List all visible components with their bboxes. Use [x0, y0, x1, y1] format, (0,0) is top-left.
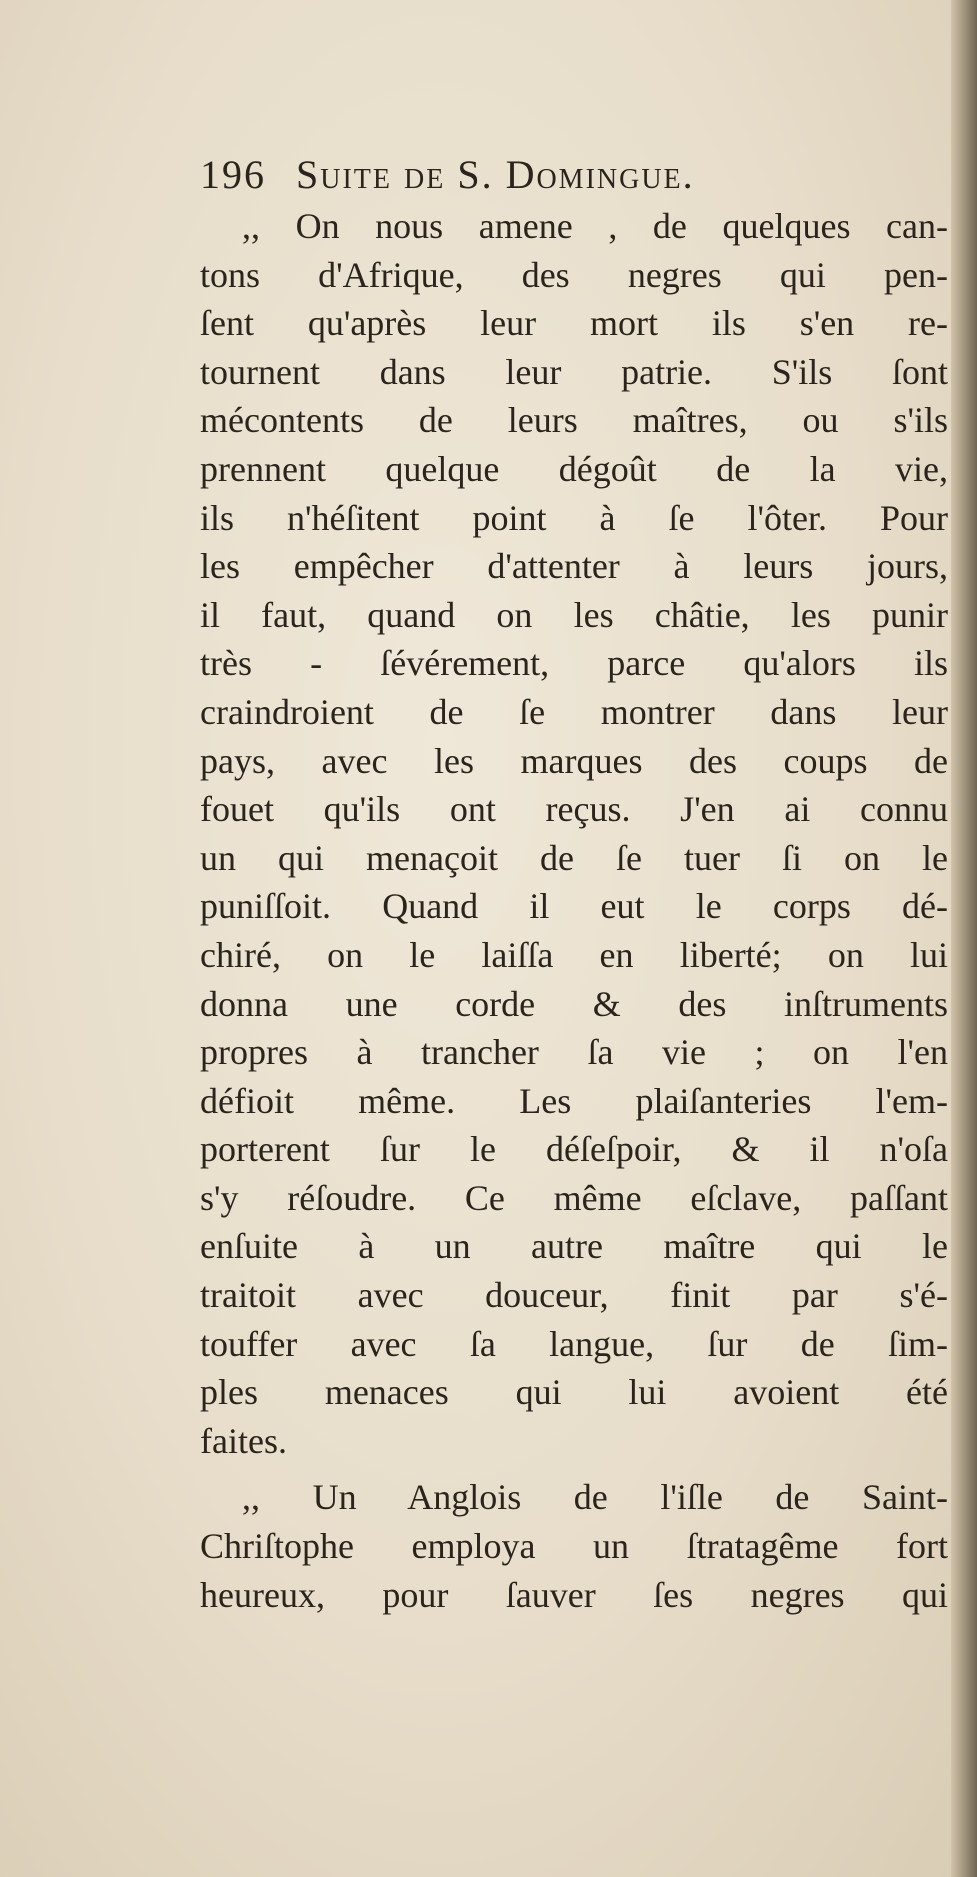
- page-edge-shadow: [951, 0, 977, 1877]
- page-number: 196: [200, 152, 266, 197]
- running-head: [200, 150, 948, 200]
- text-line: puniſſoit. Quand il eut le corps dé-: [200, 886, 948, 927]
- text-line: tons d'Afrique, des negres qui pen-: [200, 254, 948, 295]
- text-line: donna une corde & des inſtruments: [200, 983, 948, 1024]
- paragraph-1: [200, 202, 948, 1465]
- text-line: très - ſévérement, parce qu'alors ils: [200, 643, 948, 684]
- text-line: enſuite à un autre maître qui le: [200, 1226, 948, 1267]
- text-line: Chriſtophe employa un ſtratagême fort: [200, 1526, 948, 1567]
- text-line: prennent quelque dégoût de la vie,: [200, 448, 948, 489]
- text-line: fouet qu'ils ont reçus. J'en ai connu: [200, 789, 948, 830]
- text-line: faites.: [200, 1420, 287, 1461]
- text-line: chiré, on le laiſſa en liberté; on lui: [200, 934, 948, 975]
- text-line: craindroient de ſe montrer dans leur: [200, 691, 948, 732]
- text-line: porterent ſur le déſeſpoir, & il n'oſa: [200, 1129, 948, 1170]
- text-line: s'y réſoudre. Ce même eſclave, paſſant: [200, 1177, 948, 1218]
- text-line: mécontents de leurs maîtres, ou s'ils: [200, 400, 948, 441]
- text-line: ,, Un Anglois de l'iſle de Saint-: [242, 1477, 948, 1518]
- text-line: ples menaces qui lui avoient été: [200, 1372, 948, 1413]
- text-block: [200, 150, 948, 1619]
- text-line: propres à trancher ſa vie ; on l'en: [200, 1032, 948, 1073]
- text-line: il faut, quand on les châtie, les punir: [200, 594, 948, 635]
- paragraph-2: [200, 1473, 948, 1619]
- text-line: heureux, pour ſauver ſes negres qui: [200, 1574, 948, 1615]
- text-line: un qui menaçoit de ſe tuer ſi on le: [200, 837, 948, 878]
- text-line: ,, On nous amene , de quelques can-: [242, 206, 948, 246]
- text-line: les empêcher d'attenter à leurs jours,: [200, 546, 948, 587]
- text-line: ils n'héſitent point à ſe l'ôter. Pour: [200, 497, 948, 538]
- text-line: défioit même. Les plaiſanteries l'em-: [200, 1080, 948, 1121]
- text-line: traitoit avec douceur, finit par s'é-: [200, 1275, 948, 1316]
- text-line: ſent qu'après leur mort ils s'en re-: [200, 303, 948, 344]
- running-head-title: Suite de S. Domingue.: [296, 152, 695, 197]
- text-line: tournent dans leur patrie. S'ils ſont: [200, 351, 948, 392]
- text-line: touffer avec ſa langue, ſur de ſim-: [200, 1323, 948, 1364]
- paragraph-gap: [200, 1465, 948, 1473]
- text-line: pays, avec les marques des coups de: [200, 740, 948, 781]
